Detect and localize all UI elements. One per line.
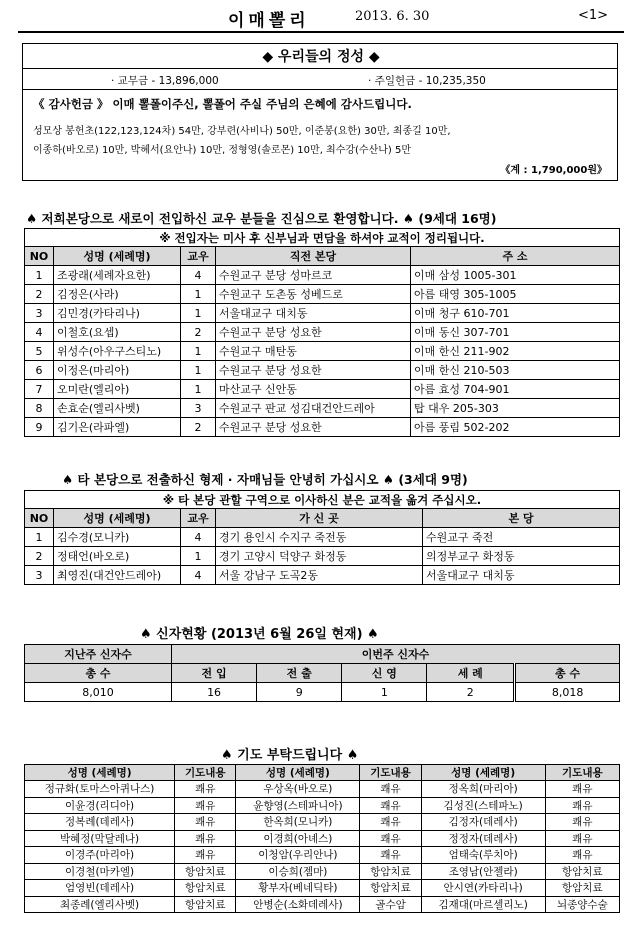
transfer-row-cell: 1 <box>25 528 54 547</box>
transfer-row-cell: 서울 강남구 도곡2동 <box>216 566 423 585</box>
col-address: 주 소 <box>411 247 620 266</box>
newcomer-row-cell: 수원교구 도촌동 성베드로 <box>216 285 411 304</box>
prayer-name-header: 성명 (세례명) <box>25 765 175 781</box>
status-baptism: 2 <box>427 683 515 702</box>
newcomers-note: ※ 전입자는 미사 후 신부님과 면담을 하셔야 교적이 정리됩니다. <box>25 229 620 247</box>
transfer-row <box>25 547 620 566</box>
this-week-label: 이번주 신자수 <box>172 645 620 664</box>
prayer-row-cell: 안병순(소화데레사) <box>236 896 360 913</box>
newcomer-row-cell: 1 <box>181 361 216 380</box>
col-name: 성명 (세례명) <box>54 509 181 528</box>
this-week-total: 8,018 <box>515 683 620 702</box>
newcomer-row-cell: 2 <box>181 418 216 437</box>
bulletin-title: 이매뽈리 <box>228 11 310 31</box>
prayer-row-cell: 최종례(엘리사벳) <box>25 896 175 913</box>
newcomer-row-cell: 손효순(엘리사벳) <box>54 399 181 418</box>
prayer-row <box>25 863 620 880</box>
newcomer-row-cell: 아름 효성 704-901 <box>411 380 620 399</box>
transfer-row-cell: 서울대교구 대치동 <box>423 566 620 585</box>
prayer-row-cell: 쾌유 <box>545 847 619 864</box>
thanks-total: 《계 : 1,790,000원》 <box>500 165 607 176</box>
prayer-row-cell: 이승희(젬마) <box>236 863 360 880</box>
newcomers-table <box>24 228 620 437</box>
prayer-row <box>25 781 620 798</box>
newcomer-row-cell: 수원교구 분당 성마르코 <box>216 266 411 285</box>
prayer-row-cell: 김성진(스테파노) <box>421 797 545 814</box>
newcomer-row-cell: 1 <box>181 304 216 323</box>
prayer-row-cell: 조영남(안젤라) <box>421 863 545 880</box>
newcomer-row <box>25 380 620 399</box>
prayer-row-cell: 김재대(마르셀리노) <box>421 896 545 913</box>
prayer-name-header: 성명 (세례명) <box>421 765 545 781</box>
offering-title: ◆ 우리들의 정성 ◆ <box>262 49 380 65</box>
prayer-row-cell: 골수암 <box>360 896 421 913</box>
newcomer-row-cell: 이매 삼성 1005-301 <box>411 266 620 285</box>
newcomer-row-cell: 1 <box>181 342 216 361</box>
prayer-row-cell: 우상옥(바오로) <box>236 781 360 798</box>
prayer-content-header: 기도내용 <box>545 765 619 781</box>
newcomer-row-cell: 김기은(라파엘) <box>54 418 181 437</box>
newcomer-row-cell: 위성수(아우구스티노) <box>54 342 181 361</box>
newcomer-row-cell: 이매 한신 211-902 <box>411 342 620 361</box>
newcomer-row-cell: 탑 대우 205-303 <box>411 399 620 418</box>
newcomer-row-cell: 마산교구 신안동 <box>216 380 411 399</box>
status-title: ♠ 신자현황 (2013년 6월 26일 현재) ♠ <box>140 627 379 642</box>
donor-list-line-1: 성모상 봉헌초(122,123,124차) 54만, 강부련(사비나) 50만, 이준봉(요한) 30만, 최종길 10만, <box>33 126 451 137</box>
sunday-offering-amount: · 주일헌금 - 10,235,350 <box>368 75 486 87</box>
newcomer-row-cell: 수원교구 매탄동 <box>216 342 411 361</box>
newcomer-row-cell: 4 <box>181 266 216 285</box>
transfer-row-cell: 경기 고양시 덕양구 화정동 <box>216 547 423 566</box>
newcomer-row-cell: 이매 동신 307-701 <box>411 323 620 342</box>
prayer-content-header: 기도내용 <box>175 765 236 781</box>
newcomer-row <box>25 361 620 380</box>
prayer-row-cell: 항암치료 <box>175 880 236 897</box>
last-week-total-label: 총 수 <box>25 664 172 683</box>
prayer-row-cell: 항암치료 <box>545 863 619 880</box>
transfers-note: ※ 타 본당 관할 구역으로 이사하신 분은 교적을 옮겨 주십시오. <box>25 491 620 509</box>
newcomer-row <box>25 266 620 285</box>
offering-box <box>22 43 618 181</box>
transfers-title: ♠ 타 본당으로 전출하신 형제 · 자매님들 안녕히 가십시오 ♠ (3세대 9명) <box>62 472 468 487</box>
last-week-label: 지난주 신자수 <box>25 645 172 664</box>
header-rule <box>18 31 624 33</box>
newcomer-row-cell: 3 <box>25 304 54 323</box>
prayer-row-cell: 이경주(마리아) <box>25 847 175 864</box>
prayer-table <box>24 764 620 913</box>
prayer-row <box>25 814 620 831</box>
prayer-row-cell: 항암치료 <box>360 880 421 897</box>
newcomer-row-cell: 1 <box>25 266 54 285</box>
prayer-row <box>25 797 620 814</box>
transfer-row-cell: 4 <box>181 566 216 585</box>
thanks-heading: 《 감사헌금 》 이매 뽈폴이주신, 뽈폴어 주실 주님의 은혜에 감사드립니다. <box>33 97 412 111</box>
newcomer-row-cell: 이매 한신 210-503 <box>411 361 620 380</box>
prayer-row <box>25 880 620 897</box>
status-new: 1 <box>342 683 427 702</box>
newcomer-row-cell: 수원교구 분당 성요한 <box>216 323 411 342</box>
transfer-row-cell: 정태언(바오로) <box>54 547 181 566</box>
status-baptism-label: 세 례 <box>427 664 515 683</box>
prayer-row-cell: 쾌유 <box>360 797 421 814</box>
col-members: 교우 <box>181 247 216 266</box>
col-members: 교우 <box>181 509 216 528</box>
col-no: NO <box>25 509 54 528</box>
offering-divider-2 <box>23 89 617 90</box>
col-prev-parish: 직전 본당 <box>216 247 411 266</box>
newcomer-row-cell: 9 <box>25 418 54 437</box>
newcomer-row-cell: 2 <box>25 285 54 304</box>
prayer-row-cell: 정정자(데레사) <box>421 830 545 847</box>
prayer-row-cell: 쾌유 <box>175 830 236 847</box>
last-week-total: 8,010 <box>25 683 172 702</box>
prayer-row-cell: 뇌종양수술 <box>545 896 619 913</box>
newcomer-row-cell: 이매 청구 610-701 <box>411 304 620 323</box>
transfers-table <box>24 490 620 585</box>
newcomer-row-cell: 조광래(세례자요한) <box>54 266 181 285</box>
prayer-row-cell: 안시연(카타리나) <box>421 880 545 897</box>
newcomer-row-cell: 이철호(요셉) <box>54 323 181 342</box>
prayer-row-cell: 쾌유 <box>175 781 236 798</box>
newcomer-row-cell: 수원교구 분당 성요한 <box>216 418 411 437</box>
transfer-row-cell: 1 <box>181 547 216 566</box>
bulletin-date: 2013. 6. 30 <box>355 9 430 24</box>
newcomer-row-cell: 1 <box>181 285 216 304</box>
transfer-row <box>25 528 620 547</box>
newcomer-row-cell: 아름 태영 305-1005 <box>411 285 620 304</box>
prayer-row-cell: 항암치료 <box>175 896 236 913</box>
page-number: <1> <box>578 8 609 23</box>
status-new-label: 신 영 <box>342 664 427 683</box>
col-name: 성명 (세례명) <box>54 247 181 266</box>
donor-list-line-2: 이종하(바오로) 10만, 박혜서(요안나) 10만, 정형영(솔로몬) 10만, 최수강(수산나) 5만 <box>33 145 412 156</box>
prayer-row-cell: 쾌유 <box>545 797 619 814</box>
newcomer-row-cell: 오미란(엘리아) <box>54 380 181 399</box>
prayer-row-cell: 엄태숙(루치아) <box>421 847 545 864</box>
status-transfer-in-label: 전 입 <box>172 664 257 683</box>
prayer-row <box>25 847 620 864</box>
newcomer-row-cell: 8 <box>25 399 54 418</box>
newcomer-row-cell: 서울대교구 대치동 <box>216 304 411 323</box>
prayer-row-cell: 정복례(데레사) <box>25 814 175 831</box>
prayer-row-cell: 쾌유 <box>175 814 236 831</box>
col-parish: 본 당 <box>423 509 620 528</box>
prayer-row-cell: 항암치료 <box>360 863 421 880</box>
prayer-row-cell: 쾌유 <box>360 814 421 831</box>
newcomers-title: ♠ 저희본당으로 새로이 전입하신 교우 분들을 진심으로 환영합니다. ♠ (9세대 16명) <box>26 211 497 226</box>
prayer-row-cell: 항암치료 <box>175 863 236 880</box>
newcomer-row <box>25 418 620 437</box>
school-fee-amount: · 교무금 - 13,896,000 <box>111 75 219 87</box>
prayer-row-cell: 박혜정(막달레나) <box>25 830 175 847</box>
col-destination: 가 신 곳 <box>216 509 423 528</box>
transfer-row-cell: 최영진(대건안드레아) <box>54 566 181 585</box>
prayer-row <box>25 830 620 847</box>
prayer-row-cell: 쾌유 <box>545 830 619 847</box>
newcomer-row-cell: 3 <box>181 399 216 418</box>
prayer-row-cell: 한옥희(모니카) <box>236 814 360 831</box>
newcomer-row <box>25 342 620 361</box>
status-transfer-out: 9 <box>257 683 342 702</box>
prayer-row-cell: 정옥희(마리아) <box>421 781 545 798</box>
newcomer-row-cell: 수원교구 분당 성요한 <box>216 361 411 380</box>
offering-divider <box>23 68 617 69</box>
prayer-row-cell: 쾌유 <box>360 830 421 847</box>
newcomer-row-cell: 7 <box>25 380 54 399</box>
prayer-row-cell: 쾌유 <box>545 781 619 798</box>
prayer-row-cell: 엄영빈(데레사) <box>25 880 175 897</box>
newcomer-row-cell: 2 <box>181 323 216 342</box>
status-transfer-out-label: 전 출 <box>257 664 342 683</box>
transfer-row-cell: 경기 용인시 수지구 죽전동 <box>216 528 423 547</box>
transfer-row-cell: 김수경(모니카) <box>54 528 181 547</box>
prayer-row-cell: 쾌유 <box>360 847 421 864</box>
prayer-row-cell: 이청암(우리안나) <box>236 847 360 864</box>
prayer-row-cell: 이윤경(리디아) <box>25 797 175 814</box>
prayer-row-cell: 김정자(데레사) <box>421 814 545 831</box>
newcomer-row-cell: 김정은(사라) <box>54 285 181 304</box>
prayer-row-cell: 윤향영(스테파니아) <box>236 797 360 814</box>
col-no: NO <box>25 247 54 266</box>
prayer-name-header: 성명 (세례명) <box>236 765 360 781</box>
prayer-row-cell: 쾌유 <box>175 797 236 814</box>
prayer-row-cell: 이경철(마카엘) <box>25 863 175 880</box>
status-table <box>24 644 620 702</box>
newcomer-row-cell: 이정은(마리아) <box>54 361 181 380</box>
newcomer-row <box>25 323 620 342</box>
prayer-row-cell: 황부자(베네딕타) <box>236 880 360 897</box>
transfer-row-cell: 2 <box>25 547 54 566</box>
newcomer-row-cell: 6 <box>25 361 54 380</box>
newcomer-row-cell: 1 <box>181 380 216 399</box>
newcomer-row-cell: 5 <box>25 342 54 361</box>
newcomer-row <box>25 304 620 323</box>
transfer-row-cell: 수원교구 죽전 <box>423 528 620 547</box>
prayer-row-cell: 이경희(아녜스) <box>236 830 360 847</box>
newcomer-row <box>25 285 620 304</box>
newcomer-row-cell: 수원교구 판교 성김대건안드레아 <box>216 399 411 418</box>
prayer-title: ♠ 기도 부탁드립니다 ♠ <box>221 748 359 763</box>
prayer-row-cell: 쾌유 <box>545 814 619 831</box>
prayer-content-header: 기도내용 <box>360 765 421 781</box>
prayer-row-cell: 쾌유 <box>360 781 421 798</box>
transfer-row-cell: 3 <box>25 566 54 585</box>
prayer-row <box>25 896 620 913</box>
transfer-row-cell: 의정부교구 화정동 <box>423 547 620 566</box>
transfer-row-cell: 4 <box>181 528 216 547</box>
status-transfer-in: 16 <box>172 683 257 702</box>
newcomer-row-cell: 아름 풍림 502-202 <box>411 418 620 437</box>
this-week-total-label: 총 수 <box>515 664 620 683</box>
prayer-row-cell: 항암치료 <box>545 880 619 897</box>
prayer-row-cell: 쾌유 <box>175 847 236 864</box>
newcomer-row-cell: 김민경(카타리나) <box>54 304 181 323</box>
newcomer-row-cell: 4 <box>25 323 54 342</box>
transfer-row <box>25 566 620 585</box>
newcomer-row <box>25 399 620 418</box>
prayer-row-cell: 정규화(토마스아퀴나스) <box>25 781 175 798</box>
